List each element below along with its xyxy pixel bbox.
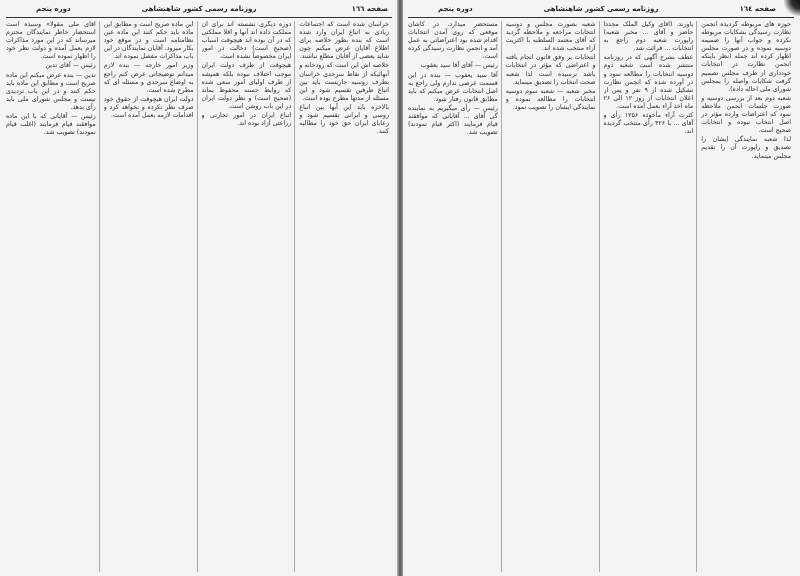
paragraph: خراسان شده است که اجتماعات زیادی به اتباع ایران وارد شده است که بنده بطور خلاصه برای اطلاع آقایان عرض میکنم چون شاید بعضی از آقایان مطلع نباشند.: [299, 21, 389, 61]
paragraph: تدین — بنده عرض میکنم این ماده صریح است و مطابق این ماده باید حکم کنند و در این باب تردیدی نیست و مجلس شورای ملی باید رأی بدهد.: [6, 71, 96, 111]
paragraph: لذا شعبه نمایندگی ایشان را تصدیق و راپورت آن را تقدیم مجلس مینماید.: [701, 136, 791, 160]
left-page: [2, 0, 396, 576]
paragraph: خلاصه اش این است که رودخانه و آبهائیکه از نقاط سرحدی خراسان بطرف روسیه جاریست باید بین اتباع طرفین تقسیم شود و این مسئله از مدتها مطرح بوده است.: [299, 62, 389, 102]
paragraph: وزیر امور خارجه — بنده لازم میدانم توضیحاتی عرض کنم راجع به اوضاع سرحدی و مسئله ای که مطرح شده است.: [103, 62, 194, 94]
text-column: [6, 21, 100, 572]
paragraph: شعبه بصورت مجلس و دوسیه انتخابات مراجعه و ملاحظه گردید که آقای معتمد السلطنه با اکثریت آراء منتخب شده اند.: [505, 21, 596, 53]
period-label: دوره پنجم: [36, 5, 71, 13]
paragraph: دولت ایران هیچوقت از حقوق خود صرف نظر نکرده و نخواهد کرد و اقدامات لازمه بعمل آمده است.: [103, 95, 194, 120]
page-gutter: [397, 0, 403, 576]
paragraph: رئیس — آقایانی که با این ماده موافقند قیام فرمایند (اغلب قیام نمودند) تصویب شد.: [6, 113, 96, 137]
paragraph: هیچوقت از طرف دولت ایران موجب اختلاف نبوده بلکه همیشه از طرف اولیای امور سعی شده که روابط حسنه محفوظ بماند (صحیح است) و نظر دولت ایران در این باب روشن است.: [201, 62, 292, 110]
text-column: [604, 21, 698, 572]
text-column: [408, 21, 502, 572]
page-header: [408, 3, 794, 17]
header-rule: [6, 17, 392, 18]
paragraph: شعبه دوم بعد از بررسی دوسیه و صورت جلسات انجمن ملاحظه نمود که اعتراضات وارده مؤثر در اصل انتخاب نبوده و انتخابات صحیح است.: [701, 94, 791, 135]
text-column: [701, 21, 794, 572]
paragraph: حوزه های مربوطه گردیده انجمن نظارت رسیدگی بشکایات مربوطه نکرده و جواب آنها را ضمیمه دوسیه نموده و در صورت مجلس اظهار کرده اند جمله (نظر باینکه انجمن نظارت در انتخابات خودداری از طرف مجلس تصمیم گرفت شکایات واصله را بمجلس شورای ملی احاله داده).: [701, 21, 791, 93]
paragraph: آقای ملی مقولا» وسیده است استحضار خاطر نمایندگان محترم میرساند که در این مورد مذاکرات لازم بعمل آمده و دولت نظر خود را اظهار نموده است.: [6, 21, 96, 61]
page-header: [6, 3, 392, 17]
newspaper-title: روزنامه رسمی کشور شاهنشاهی: [543, 5, 659, 13]
paragraph: رئیس — آقای تدین: [45, 62, 96, 70]
text-columns: [6, 21, 392, 572]
paragraph: انتخابات بر وفق قانون انجام یافته و اعتراضی که مؤثر در انتخابات باشد نرسیده است لذا شعبه صحت انتخاب را تصدیق مینماید.: [505, 54, 596, 86]
newspaper-title: روزنامه رسمی کشور شاهنشاهی: [141, 5, 257, 13]
paragraph: آقا سید یعقوب — بنده در این قسمت عرضی ندارم ولی راجع به اصل انتخابات عرض میکنم که باید مطابق قانون رفتار شود.: [408, 71, 498, 103]
text-column: [506, 21, 600, 572]
page-number: صفحه ۱٦٤: [739, 5, 776, 13]
paragraph: رئیس — رأی میگیریم به نماینده گی آقای ... آقایانی که موافقند قیام فرمایند (اکثر قیام نمودند) تصویب شد.: [408, 104, 498, 137]
text-column: [104, 21, 198, 572]
page-number: صفحه ۱٦٦: [351, 5, 388, 13]
text-columns: [408, 21, 794, 572]
paragraph: این ماده صریح است و مطابق این ماده باید حکم کنند این ماده عین نظامنامه است و در موقع خود بکار میرود. آقایان نمایندگان در این باب مذاکرات مفصل نموده اند.: [103, 21, 194, 61]
paragraph: اتباع ایران در امور تجارتی و زراعتی آزاد بوده اند.: [201, 112, 292, 128]
text-column: [202, 21, 296, 572]
paragraph: یاورند. (آقای وکیل الملک مجدداً حاضر و آقای ... مخبر شعبه) راپورت شعبه دوم راجع به انتخابات ... قرائت شد.: [603, 21, 694, 53]
right-page: [404, 0, 798, 576]
paragraph: کثرت آراء مأخوذه ۱۲۵۶ رأی و آقای ... با ۴۲۶ رأی منتخب گردیده اند.: [603, 112, 694, 136]
paragraph: مستحضر میدارد. در کاشان موقعی که روی آمدن انتخابات اقدام شده بود اعتراضاتی به عمل آمد و انجمن نظارت رسیدگی کرده است.: [408, 21, 498, 61]
header-rule: [408, 17, 794, 18]
paragraph: رئیس — آقای آقا سید یعقوب: [420, 62, 498, 70]
paragraph: مخبر شعبه — شعبه سوم دوسیه انتخابات را مطالعه نموده و نمایندگی ایشان را تصویب نمود.: [505, 87, 596, 111]
text-column: [299, 21, 392, 572]
paragraph: بالاخره باید این آبها بین اتباع روسی و ایرانی تقسیم شود و رعایای ایران حق خود را مطالبه کنند.: [299, 103, 389, 136]
paragraph: دوره دیگری نشسته اند برای آن مملکت داده اند آنها و اقلا مملکتی که در آن بوده اند هیچوقت اسباب (صحیح است) دخالت در امور ایران مخصوصاً نشده است.: [201, 21, 292, 61]
paragraph: عطف بشرح آگهی که در روزنامه منتشر شده است شعبه دوم دوسیه انتخابات را مطالعه نمود و در آورده شده که انجمن نظارت تشکیل شده از ۹ نفر و پس از اعلان انتخابات از روز ۱۲ الی ۲۶ ماه اخذ آراء بعمل آمده است.: [603, 54, 694, 110]
period-label: دوره پنجم: [438, 5, 473, 13]
